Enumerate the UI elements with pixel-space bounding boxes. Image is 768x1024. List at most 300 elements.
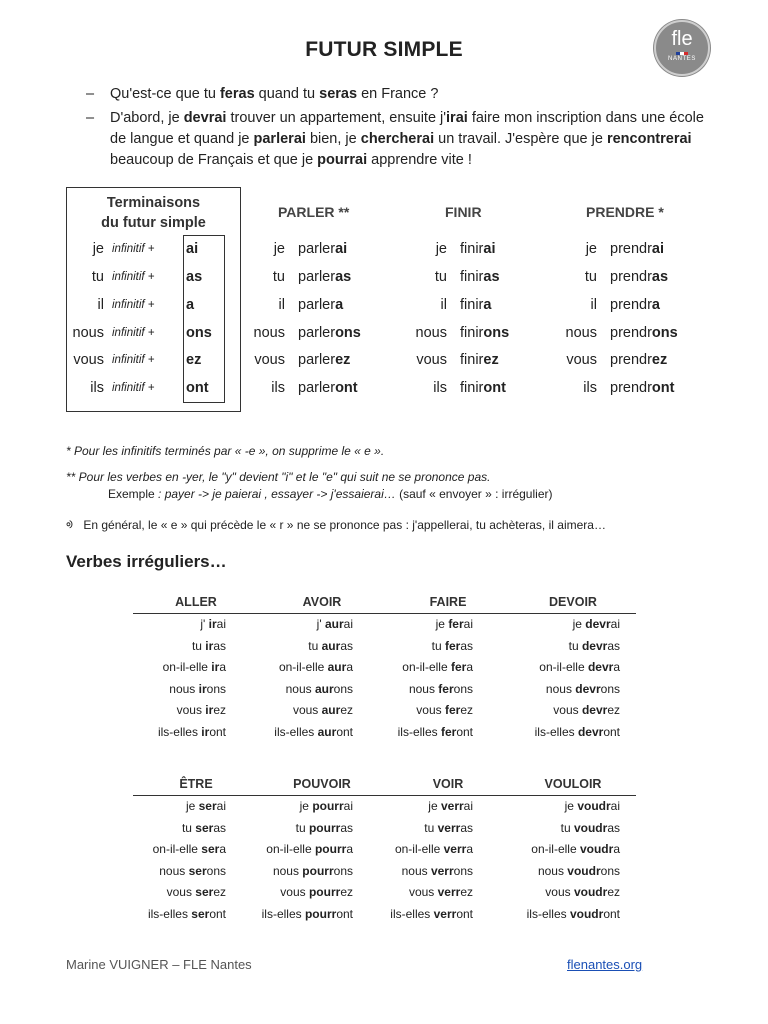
irregular-ending: ons	[453, 681, 473, 696]
conj-ending: ont	[335, 380, 358, 396]
irregular-form	[126, 725, 226, 739]
irregular-pronoun: nous	[272, 863, 303, 878]
terminaisons-title-line1: Terminaisons	[106, 195, 201, 211]
irregular-pronoun: nous	[169, 681, 199, 696]
conj-ending: ez	[335, 352, 351, 368]
irregular-pronoun: j'	[316, 617, 325, 631]
irregular-stem: pourr	[314, 842, 347, 856]
irregular-stem: verr	[437, 820, 461, 835]
irregular-form	[520, 885, 620, 899]
terminaison-ending: ai	[186, 241, 199, 257]
dialogue-segment: quand tu	[254, 86, 320, 102]
irregular-ending: as	[213, 820, 226, 835]
irregular-pronoun: ils-elles	[390, 906, 434, 921]
irregular-pronoun: vous	[280, 885, 309, 899]
irregular-stem: voudr	[567, 863, 601, 878]
irregular-pronoun: tu	[560, 820, 574, 835]
conj-stem: finir	[460, 325, 484, 341]
irregular-pronoun: tu	[568, 638, 582, 653]
irregular-pronoun: on-il-elle	[531, 842, 580, 856]
irregular-form	[253, 703, 353, 717]
verb-header: PARLER **	[278, 204, 350, 220]
footer-link[interactable]: flenantes.org	[567, 957, 643, 972]
conj-form	[460, 352, 499, 368]
irregular-form	[253, 639, 353, 653]
conj-form	[298, 297, 343, 313]
terminaison-ending: ont	[186, 380, 209, 396]
conj-form	[460, 380, 506, 396]
irregular-form	[253, 660, 353, 674]
conj-form	[298, 380, 358, 396]
irregular-verb-header: ALLER	[175, 595, 217, 609]
irregular-stem: fer	[444, 638, 461, 653]
irregular-stem: ir	[201, 724, 210, 739]
irregular-ending: ons	[333, 681, 353, 696]
irregular-ending: a	[613, 842, 620, 856]
conj-stem: prendr	[610, 297, 652, 313]
future-verb: feras	[219, 86, 255, 102]
terminaison-ending: ons	[186, 325, 212, 341]
terminaison-infinitive: infinitif +	[112, 382, 155, 394]
conj-stem: prendr	[610, 269, 652, 285]
irregular-ending: ai	[610, 799, 620, 813]
irregular-ending: ez	[460, 885, 473, 899]
irregular-form	[373, 660, 473, 674]
irregular-stem: aur	[317, 724, 337, 739]
irregular-verb-header: VOULOIR	[544, 777, 602, 791]
irregular-ending: ont	[336, 724, 353, 739]
dialogue-text	[110, 108, 710, 171]
conj-stem: prendr	[610, 352, 652, 368]
conj-form	[610, 380, 674, 396]
conj-pronoun: tu	[434, 269, 447, 285]
irregular-form	[373, 907, 473, 921]
irregular-stem: fer	[450, 660, 467, 674]
irregular-form	[126, 639, 226, 653]
conj-form	[610, 241, 664, 257]
irregular-ending: ai	[216, 799, 226, 813]
irregular-ending: a	[346, 842, 353, 856]
irregular-pronoun: je	[435, 617, 449, 631]
note-example	[108, 486, 552, 502]
irregular-form	[373, 682, 473, 696]
irregular-stem: voudr	[569, 906, 604, 921]
irregular-verb-header: VOIR	[432, 777, 464, 791]
conj-pronoun: je	[585, 241, 597, 257]
irregular-ending: a	[613, 660, 620, 674]
irregular-form	[253, 799, 353, 813]
conj-stem: parler	[298, 269, 336, 285]
irregular-ending: ons	[600, 681, 620, 696]
irregular-pronoun: ils-elles	[397, 724, 441, 739]
conj-ending: ai	[335, 241, 348, 257]
irregular-ending: ons	[453, 863, 473, 878]
note-pronunciation-text: En général, le « e » qui précède le « r » ne se prononce pas : j'appellerai, tu achèteras, il aimera…	[83, 518, 606, 532]
irregular-ending: ont	[209, 724, 226, 739]
note-infinitive: * Pour les infinitifs terminés par « -e », on supprime le « e ».	[66, 444, 385, 458]
irregular-form	[520, 907, 620, 921]
irregular-ending: ez	[607, 885, 620, 899]
irregular-pronoun: je	[185, 799, 199, 813]
conj-stem: finir	[460, 241, 484, 257]
conj-form	[460, 325, 509, 341]
irregular-form	[520, 617, 620, 631]
irregular-pronoun: on-il-elle	[162, 660, 212, 674]
conj-pronoun: vous	[254, 352, 285, 368]
conj-pronoun: je	[435, 241, 447, 257]
irregular-stem: aur	[321, 703, 341, 717]
irregular-ending: as	[460, 638, 473, 653]
note-example-suffix: (sauf « envoyer » : irrégulier)	[395, 487, 553, 501]
irregular-stem: fer	[444, 703, 461, 717]
conj-form	[460, 297, 491, 313]
irregular-verb-header: DEVOIR	[549, 595, 597, 609]
conj-stem: finir	[460, 380, 484, 396]
conj-stem: parler	[298, 297, 336, 313]
irregular-form	[520, 660, 620, 674]
irregular-ending: ont	[336, 906, 353, 921]
note-example-prefix: Exemple	[108, 487, 155, 501]
table-divider	[133, 613, 636, 614]
irregular-ending: a	[219, 660, 226, 674]
future-verb: irai	[446, 110, 468, 126]
irregular-pronoun: j'	[200, 617, 209, 631]
irregular-pronoun: je	[299, 799, 313, 813]
terminaison-pronoun: tu	[91, 269, 104, 285]
terminaison-pronoun: je	[92, 241, 104, 257]
irregular-ending: ez	[213, 703, 226, 717]
irregular-stem: devr	[585, 617, 611, 631]
conj-form	[460, 241, 495, 257]
conj-form	[610, 269, 668, 285]
irregular-pronoun: tu	[424, 820, 438, 835]
irregular-stem: verr	[440, 799, 464, 813]
irregular-ending: ez	[213, 885, 226, 899]
irregular-stem: fer	[440, 724, 457, 739]
irregular-ending: a	[466, 842, 473, 856]
irregular-ending: as	[213, 638, 226, 653]
irregular-form	[126, 907, 226, 921]
irregular-ending: ai	[463, 799, 473, 813]
irregular-pronoun: nous	[285, 681, 315, 696]
irregular-pronoun: on-il-elle	[402, 660, 451, 674]
irregular-stem: voudr	[577, 799, 611, 813]
terminaison-ending: as	[186, 269, 203, 285]
dialogue-segment: un travail. J'espère que je	[434, 131, 607, 147]
irregular-ending: as	[460, 820, 473, 835]
conj-stem: finir	[460, 269, 484, 285]
irregular-form	[520, 799, 620, 813]
irregular-pronoun: nous	[401, 863, 431, 878]
conj-ending: ez	[483, 352, 499, 368]
irregular-ending: a	[346, 660, 353, 674]
irregular-stem: aur	[314, 681, 334, 696]
irregular-ending: ont	[603, 906, 620, 921]
irregular-pronoun: vous	[176, 703, 206, 717]
ear-icon: ᢀ	[66, 518, 73, 532]
conj-pronoun: ils	[583, 380, 597, 396]
dialogue-segment: beaucoup de Français et que je	[110, 152, 318, 168]
logo-subtext: NANTES	[668, 56, 696, 62]
dialogue-segment: apprendre vite !	[367, 152, 472, 168]
irregular-form	[373, 821, 473, 835]
terminaisons-title	[66, 193, 241, 233]
irregular-pronoun: on-il-elle	[266, 842, 315, 856]
irregular-ending: ai	[343, 799, 353, 813]
irregular-form	[373, 885, 473, 899]
footer-author: Marine VUIGNER – FLE Nantes	[66, 957, 252, 972]
irregular-form	[520, 682, 620, 696]
irregular-ending: as	[607, 820, 620, 835]
conj-ending: ai	[483, 241, 496, 257]
terminaison-infinitive: infinitif +	[112, 299, 155, 311]
irregular-ending: ons	[206, 681, 226, 696]
irregular-form	[520, 703, 620, 717]
irregular-form	[253, 725, 353, 739]
conj-pronoun: nous	[565, 325, 597, 341]
irregular-ending: ai	[463, 617, 473, 631]
conj-ending: a	[483, 297, 492, 313]
irregular-pronoun: ils-elles	[261, 906, 305, 921]
irregular-form	[126, 842, 226, 856]
dialogue-segment: en France ?	[357, 86, 439, 102]
irregular-pronoun: tu	[181, 820, 196, 835]
table-divider	[133, 795, 636, 796]
irregular-ending: a	[466, 660, 473, 674]
irregular-pronoun: on-il-elle	[539, 660, 588, 674]
conj-form	[298, 241, 347, 257]
conj-stem: parler	[298, 352, 336, 368]
irregular-form	[126, 885, 226, 899]
irregular-form	[253, 907, 353, 921]
irregular-form	[126, 617, 226, 631]
irregular-stem: pourr	[304, 906, 337, 921]
conj-pronoun: je	[273, 241, 285, 257]
irregular-form	[253, 864, 353, 878]
terminaison-ending: a	[186, 297, 195, 313]
irregular-stem: aur	[327, 660, 347, 674]
irregular-pronoun: nous	[545, 681, 576, 696]
conj-pronoun: il	[440, 297, 447, 313]
irregular-ending: ez	[607, 703, 620, 717]
dialogue-segment: trouver un appartement, ensuite j'	[226, 110, 447, 126]
irregular-ending: ez	[460, 703, 473, 717]
irregular-stem: verr	[443, 842, 467, 856]
conj-stem: parler	[298, 325, 336, 341]
irregular-form	[253, 821, 353, 835]
future-verb: chercherai	[360, 131, 435, 147]
conj-stem: parler	[298, 380, 336, 396]
future-verb: seras	[319, 86, 358, 102]
irregular-stem: pourr	[312, 799, 344, 813]
terminaison-pronoun: nous	[72, 325, 104, 341]
irregular-form	[126, 703, 226, 717]
dialogue-segment: Qu'est-ce que tu	[110, 86, 220, 102]
irregular-pronoun: ils-elles	[147, 906, 192, 921]
irregular-pronoun: vous	[545, 885, 574, 899]
endings-box	[183, 235, 225, 403]
note-pronunciation	[66, 512, 606, 533]
irregular-stem: voudr	[573, 885, 608, 899]
irregular-ending: ont	[456, 724, 473, 739]
conj-ending: as	[483, 269, 500, 285]
irregular-form	[373, 864, 473, 878]
note-example-italic: : payer -> je paierai , essayer -> j'essaierai…	[154, 487, 396, 501]
page-title: FUTUR SIMPLE	[305, 38, 463, 61]
irregular-verb-header: AVOIR	[302, 595, 342, 609]
dialogue-dash: –	[86, 86, 95, 102]
irregular-ending: ai	[216, 617, 226, 631]
irregular-form	[373, 799, 473, 813]
irregular-stem: ir	[205, 703, 214, 717]
irregular-stem: pourr	[308, 820, 341, 835]
conj-ending: ont	[651, 380, 675, 396]
note-yer: ** Pour les verbes en -yer, le "y" devient "i" et le "e" qui suit ne se prononce pas.	[66, 470, 491, 484]
conj-stem: prendr	[610, 380, 652, 396]
conj-form	[460, 269, 500, 285]
conj-ending: a	[335, 297, 344, 313]
irregular-ending: ez	[340, 885, 353, 899]
terminaison-infinitive: infinitif +	[112, 271, 155, 283]
irregular-form	[373, 703, 473, 717]
irregular-ending: as	[340, 638, 353, 653]
conj-ending: ont	[483, 380, 506, 396]
conj-pronoun: nous	[415, 325, 447, 341]
irregular-stem: devr	[587, 660, 614, 674]
irregular-pronoun: je	[428, 799, 441, 813]
conj-ending: ons	[651, 325, 678, 341]
verb-header: PRENDRE *	[586, 204, 664, 220]
dialogue-segment: bien, je	[305, 131, 361, 147]
irregular-stem: ir	[208, 617, 217, 631]
irregular-pronoun: on-il-elle	[394, 842, 444, 856]
irregular-ending: ons	[333, 863, 353, 878]
irregular-ending: ons	[600, 863, 620, 878]
irregular-ending: ont	[456, 906, 473, 921]
irregular-pronoun: nous	[537, 863, 568, 878]
irregular-ending: ont	[209, 906, 226, 921]
conj-pronoun: tu	[584, 269, 597, 285]
irregular-stem: pourr	[308, 885, 341, 899]
conj-ending: a	[651, 297, 660, 313]
irregular-stem: ser	[188, 863, 207, 878]
irregular-pronoun: vous	[408, 885, 438, 899]
irregular-verb-header: ÊTRE	[179, 777, 213, 791]
irregular-pronoun: on-il-elle	[278, 660, 328, 674]
irregular-form	[126, 682, 226, 696]
conj-ending: as	[335, 269, 352, 285]
irregular-stem: ser	[195, 885, 214, 899]
conj-form	[298, 352, 350, 368]
dialogue-segment: faire mon inscription dans une école de langue et quand je	[110, 110, 704, 147]
terminaison-infinitive: infinitif +	[112, 327, 155, 339]
irregular-form	[253, 617, 353, 631]
conj-pronoun: tu	[272, 269, 285, 285]
irregular-form	[373, 842, 473, 856]
irregular-pronoun: tu	[295, 820, 309, 835]
conj-form	[298, 269, 351, 285]
future-verb: parlerai	[253, 131, 306, 147]
irregular-stem: ir	[205, 638, 214, 653]
irregular-pronoun: tu	[431, 638, 445, 653]
irregular-stem: ser	[198, 799, 217, 813]
irregular-stem: devr	[575, 681, 601, 696]
conj-ending: ons	[483, 325, 510, 341]
irregular-form	[253, 885, 353, 899]
irregular-stem: aur	[324, 617, 344, 631]
terminaison-ending: ez	[186, 352, 202, 368]
fle-nantes-logo	[654, 20, 710, 76]
irregular-pronoun: ils-elles	[534, 724, 578, 739]
future-verb: devrai	[183, 110, 227, 126]
future-verb: rencontrerai	[606, 131, 692, 147]
irregular-stem: verr	[437, 885, 461, 899]
irregular-pronoun: ils-elles	[274, 724, 318, 739]
irregular-stem: fer	[438, 681, 454, 696]
flag-icon	[676, 52, 690, 55]
irregular-pronoun: nous	[159, 863, 189, 878]
conj-pronoun: ils	[433, 380, 447, 396]
conj-form	[610, 297, 660, 313]
irregular-stem: ser	[201, 842, 220, 856]
dialogue-dash: –	[86, 110, 95, 126]
irregular-form	[520, 864, 620, 878]
irregular-form	[253, 842, 353, 856]
irregular-ending: ai	[610, 617, 620, 631]
irregular-form	[520, 821, 620, 835]
conj-stem: finir	[460, 352, 484, 368]
conj-pronoun: vous	[566, 352, 597, 368]
terminaisons-title-line2: du futur simple	[101, 215, 206, 231]
irregular-stem: verr	[430, 863, 454, 878]
irregular-pronoun: tu	[191, 638, 206, 653]
irregular-pronoun: nous	[408, 681, 439, 696]
irregular-ending: a	[219, 842, 226, 856]
terminaison-pronoun: vous	[73, 352, 104, 368]
irregular-stem: ser	[195, 820, 214, 835]
conj-stem: parler	[298, 241, 336, 257]
irregular-form	[373, 639, 473, 653]
irregular-pronoun: je	[572, 617, 586, 631]
irregular-pronoun: tu	[308, 638, 322, 653]
verb-header: FINIR	[445, 204, 482, 220]
irregular-pronoun: ils-elles	[526, 906, 570, 921]
conj-ending: as	[651, 269, 669, 285]
irregular-stem: aur	[321, 638, 341, 653]
dialogue-segment: D'abord, je	[110, 110, 184, 126]
conj-pronoun: ils	[271, 380, 285, 396]
irregular-form	[253, 682, 353, 696]
irregular-title: Verbes irréguliers…	[66, 552, 227, 571]
conj-ending: ai	[651, 241, 665, 257]
irregular-verb-header: POUVOIR	[293, 777, 351, 791]
irregular-verb-header: FAIRE	[429, 595, 467, 609]
irregular-pronoun: on-il-elle	[152, 842, 202, 856]
irregular-ending: as	[607, 638, 620, 653]
irregular-stem: fer	[448, 617, 464, 631]
irregular-stem: ir	[211, 660, 220, 674]
irregular-ending: ons	[206, 863, 226, 878]
conj-form	[610, 352, 667, 368]
irregular-stem: devr	[581, 703, 608, 717]
irregular-form	[520, 725, 620, 739]
irregular-stem: ser	[191, 906, 210, 921]
conj-stem: prendr	[610, 241, 652, 257]
irregular-form	[126, 821, 226, 835]
irregular-ending: ez	[340, 703, 353, 717]
conj-form	[298, 325, 361, 341]
irregular-pronoun: ils-elles	[157, 724, 202, 739]
